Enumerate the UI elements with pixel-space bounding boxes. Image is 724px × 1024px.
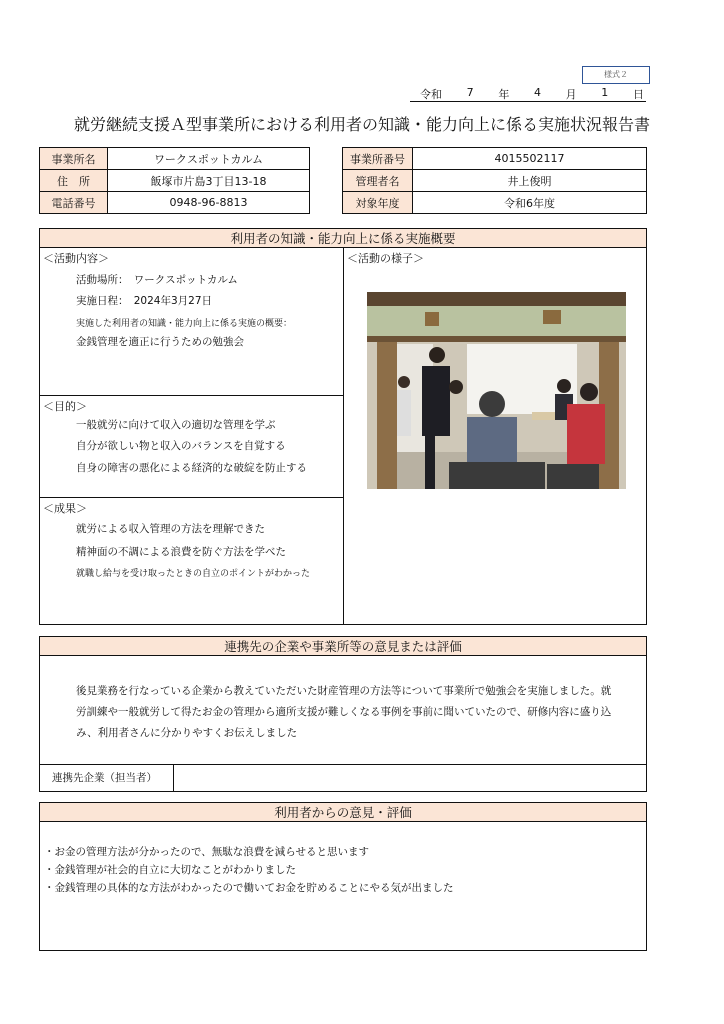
- date-year: 7: [466, 86, 474, 99]
- address: 飯塚市片島3丁目13-18: [108, 170, 310, 192]
- manager-label: 管理者名: [343, 170, 413, 192]
- partner-company-label: 連携先企業（担当者）: [52, 772, 157, 784]
- activity-date: 実施日程： 2024年3月27日: [76, 295, 213, 307]
- user-comment: ・金銭管理の具体的な方法がわかったので働いてお金を貯めることにやる気が出ました: [44, 882, 454, 894]
- page-title: 就労継続支援Ａ型事業所における利用者の知識・能力向上に係る実施状況報告書: [73, 115, 650, 134]
- goal-item: 自分が欲しい物と収入のバランスを自覚する: [76, 440, 286, 452]
- office-number-label: 事業所番号: [343, 148, 413, 170]
- overview-label: 実施した利用者の知識・能力向上に係る実施の概要：: [76, 319, 293, 329]
- partner-divider: [39, 764, 647, 765]
- target-year-label: 対象年度: [343, 192, 413, 214]
- overview-text: 金銭管理を適正に行うための勉強会: [76, 336, 244, 348]
- phone-number: 0948-96-8813: [108, 192, 310, 214]
- result-title: ＜成果＞: [43, 502, 87, 515]
- target-year: 令和6年度: [413, 192, 647, 214]
- user-comment: ・金銭管理が社会的自立に大切なことがわかりました: [44, 864, 296, 876]
- activity-place: 活動場所： ワークスポットカルム: [76, 274, 238, 286]
- goal-item: 自身の障害の悪化による経済的な破綻を防止する: [76, 462, 307, 474]
- user-comment: ・お金の管理方法が分かったので、無駄な浪費を減らせると思います: [44, 846, 369, 858]
- date-day: 1: [601, 86, 609, 99]
- partner-company-divider: [173, 764, 174, 792]
- phone-label: 電話番号: [40, 192, 108, 214]
- manager-name: 井上俊明: [413, 170, 647, 192]
- activity-photo: [367, 292, 626, 489]
- office-info-right: [342, 147, 647, 214]
- date-day-unit: 日: [632, 88, 644, 101]
- date-era: 令和: [420, 88, 442, 101]
- office-number: 4015502117: [413, 148, 647, 170]
- goal-title: ＜目的＞: [43, 400, 87, 413]
- partner-heading: 連携先の企業や事業所等の意見または評価: [39, 636, 647, 656]
- office-name: ワークスポットカルム: [108, 148, 310, 170]
- date-month-unit: 月: [565, 88, 577, 101]
- result-item: 就職し給与を受け取ったときの自立のポイントがわかった: [76, 569, 311, 579]
- address-label: 住 所: [40, 170, 108, 192]
- goal-item: 一般就労に向けて収入の適切な管理を学ぶ: [76, 419, 276, 431]
- result-item: 精神面の不調による浪費を防ぐ方法を学べた: [76, 546, 286, 558]
- form-number-box: 様式２: [582, 66, 650, 84]
- summary-heading: 利用者の知識・能力向上に係る実施概要: [39, 228, 647, 248]
- activity-divider: [39, 395, 344, 396]
- photo-title: ＜活動の様子＞: [347, 252, 424, 265]
- summary-divider: [343, 247, 344, 625]
- date-year-unit: 年: [498, 88, 510, 101]
- date-month: 4: [533, 86, 541, 99]
- report-date: [410, 86, 646, 102]
- goal-divider: [39, 497, 344, 498]
- users-heading: 利用者からの意見・評価: [39, 802, 647, 822]
- office-name-label: 事業所名: [40, 148, 108, 170]
- activity-title: ＜活動内容＞: [43, 252, 109, 265]
- result-item: 就労による収入管理の方法を理解できた: [76, 523, 265, 535]
- office-info-left: [39, 147, 310, 214]
- partner-comment: 後見業務を行なっている企業から教えていただいた財産管理の方法等について事業所で勉強会を実施しました。就労訓練や一般就労して得たお金の管理から適所支援が難しくなる事例を事前に聞いていたので、研修内容に盛り込み、利用者さんに分かりやすくお伝えしました: [76, 685, 612, 739]
